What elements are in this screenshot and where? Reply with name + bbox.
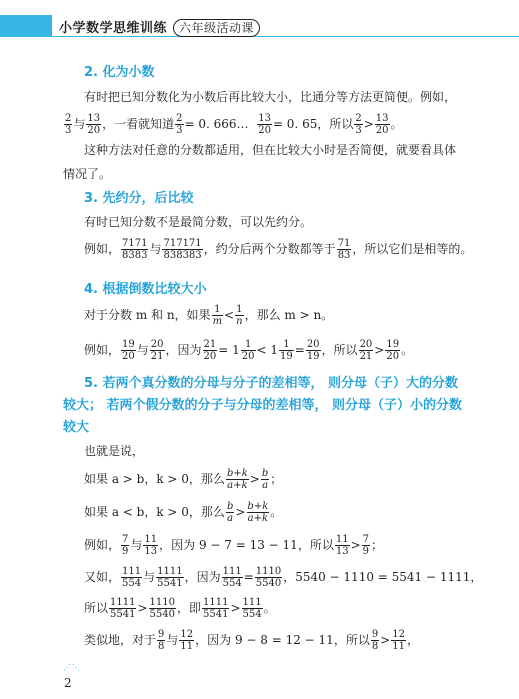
section-5-line-1: 也就是说， [84, 444, 145, 458]
section-3-para-2: 例如， $\frac{7171}{8383}$ 与 $\frac{717171}{838383}$ ，约分后两个分数都等于 $\frac{71}{83}$ ，所以它们是相等的。 [84, 238, 473, 261]
section-5-line-6: 所以 $\frac{1111}{5541}$ > $\frac{1110}{5540}$ ，即 $\frac{1111}{5541}$ > $\frac{111}{554}$ 。 [84, 597, 276, 620]
section-5-line-3: 如果 a < b，k > 0，那么 $\frac{b}{a}$ > $\frac{b+k}{a+k}$ 。 [84, 501, 283, 524]
section-3-para-1: 有时已知分数不是最简分数，可以先约分。 [84, 215, 313, 229]
section-3-heading: 3. 先约分，后比较 [84, 191, 194, 206]
section-2-para-1: 有时把已知分数化为小数后再比较大小，比通分等方法更简便。例如， [84, 90, 457, 104]
page-number: 2 [64, 676, 72, 690]
section-4-heading: 4. 根据倒数比较大小 [84, 282, 207, 297]
header-accent-bar [0, 15, 52, 37]
section-5-line-2: 如果 a > b，k > 0，那么 $\frac{b+k}{a+k}$ > $\frac{b}{a}$ ； [84, 468, 283, 491]
section-5-heading: 5. 若两个真分数的分母与分子的差相等， 则分母（子）大的分数较大； 若两个假分数的分子与分母的差相等， 则分母（子）小的分数较大 [63, 376, 463, 435]
section-2-para-2: $\frac{2}{3}$ 与 $\frac{13}{20}$ ，一看就知道 $\frac{2}{3}$ = 0. 666… $\frac{13}{20}$ = 0. 65，所以 $\frac{2}{3}$ > $\frac{13}{20}$ 。 [65, 113, 403, 136]
page-number-decoration: ⋰⋱ [63, 663, 81, 672]
section-2-heading: 2. 化为小数 [84, 65, 155, 80]
running-header: 小学数学思维训练 六年级活动课 [59, 17, 260, 37]
section-2-para-3: 这种方法对任意的分数都适用，但在比较大小时是否简便，就要看具体情况了。 [63, 143, 457, 181]
section-5-line-5: 又如， $\frac{111}{554}$ 与 $\frac{1111}{5541}$ ，因为 $\frac{111}{554}$ = $\frac{1110}{5540}$ ，5540 − 1110 = 5541 − 1111， [84, 566, 483, 589]
header-subtitle-badge: 六年级活动课 [173, 19, 260, 37]
section-5-line-7: 类似地，对于 $\frac{9}{8}$ 与 $\frac{12}{11}$ ，因为 9 − 8 = 12 − 11，所以 $\frac{9}{8}$ > $\frac{12}{11}$ ， [84, 629, 420, 652]
section-4-para-1: 对于分数 m 和 n，如果 $\frac{1}{m}$ < $\frac{1}{n}$ ，那么 m > n。 [84, 304, 334, 327]
section-4-para-2: 例如， $\frac{19}{20}$ 与 $\frac{20}{21}$ ，因为 $\frac{21}{20}$ = 1 $\frac{1}{20}$ < 1 $\frac{1}{19}$ = $\frac{20}{19}$ ，所以 $\frac{20}{21}$ > $\frac{19}{20}$ 。 [84, 339, 414, 362]
section-5-line-4: 例如， $\frac{7}{9}$ 与 $\frac{11}{13}$ ，因为 9 − 7 = 13 − 11，所以 $\frac{11}{13}$ > $\frac{7}{9}$ ； [84, 534, 384, 557]
